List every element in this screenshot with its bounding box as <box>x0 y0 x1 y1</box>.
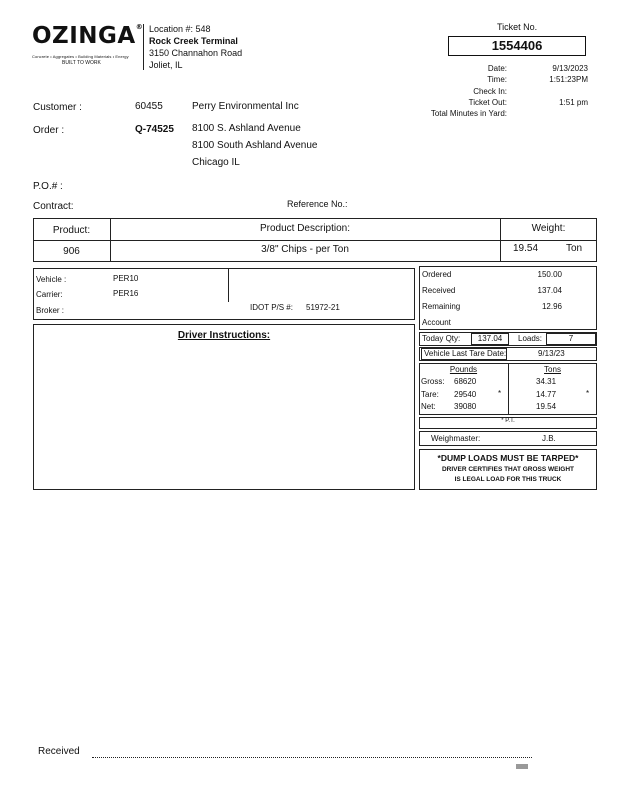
plant-address: 3150 Channahon Road <box>149 48 243 58</box>
time-value: 1:51:23PM <box>549 75 588 84</box>
ordered-value: 150.00 <box>537 270 562 279</box>
page-mark <box>516 764 528 769</box>
received-signature-line <box>92 757 532 758</box>
order-label: Order : <box>33 125 65 136</box>
ticketout-label: Ticket Out: <box>468 98 507 107</box>
carrier-label: Carrier: <box>36 290 63 299</box>
address-line-2: 8100 South Ashland Avenue <box>192 140 318 151</box>
gross-pounds: 68620 <box>454 377 477 386</box>
vehicle-value: PER10 <box>113 274 139 283</box>
col-description-header: Product Description: <box>259 223 351 234</box>
remaining-value: 12.96 <box>541 302 562 311</box>
weighmaster-label: Weighmaster: <box>431 434 481 443</box>
product-description: 3/8" Chips - per Ton <box>261 244 349 255</box>
loads-value: 7 <box>568 334 574 343</box>
location-number: Location #: 548 <box>149 24 211 34</box>
broker-label: Broker : <box>36 306 65 315</box>
contract-label: Contract: <box>33 201 74 212</box>
checkin-label: Check In: <box>473 87 507 96</box>
notice-line-3: IS LEGAL LOAD FOR THIS TRUCK <box>454 476 562 483</box>
product-unit: Ton <box>566 243 583 254</box>
received-value: 137.04 <box>537 286 562 295</box>
time-label: Time: <box>487 75 507 84</box>
received-signature-label: Received <box>38 746 80 757</box>
driver-instructions-box <box>33 324 415 490</box>
tons-header: Tons <box>544 365 561 374</box>
customer-label: Customer : <box>33 102 82 113</box>
reference-label: Reference No.: <box>287 199 348 209</box>
tare-tons: 14.77 <box>536 390 557 399</box>
idot-value: 51972-21 <box>306 303 340 312</box>
idot-label: IDOT P/S #: <box>250 303 293 312</box>
po-label: P.O.# : <box>33 181 63 192</box>
product-table-divider <box>33 240 597 241</box>
notice-line-1: *DUMP LOADS MUST BE TARPED* <box>437 453 579 463</box>
notice-line-2: DRIVER CERTIFIES THAT GROSS WEIGHT <box>441 466 575 473</box>
today-qty-label: Today Qty: <box>422 334 461 343</box>
tare-asterisk: * <box>498 389 502 398</box>
gross-tons: 34.31 <box>536 377 557 386</box>
company-logo: OZINGA® <box>32 23 144 49</box>
date-value: 9/13/2023 <box>552 64 588 73</box>
logo-motto: BUILT TO WORK <box>62 60 101 66</box>
address-city: Chicago IL <box>192 157 240 168</box>
customer-name: Perry Environmental Inc <box>192 101 299 112</box>
weighmaster-value: J.B. <box>542 434 556 443</box>
remaining-label: Remaining <box>422 302 461 311</box>
vehicle-box <box>33 268 415 320</box>
logo-tagline: Concrete • Aggregates • Building Materials • Energy <box>32 54 129 59</box>
pounds-header: Pounds <box>449 365 478 374</box>
ticketout-value: 1:51 pm <box>559 98 588 107</box>
today-qty-value: 137.04 <box>477 334 503 343</box>
date-label: Date: <box>487 64 507 73</box>
account-label: Account <box>422 318 451 327</box>
col-product-header: Product: <box>52 225 91 236</box>
vehicle-label: Vehicle : <box>36 275 67 284</box>
carrier-value: PER16 <box>113 289 139 298</box>
received-label: Received <box>422 286 456 295</box>
driver-instructions-title: Driver Instructions: <box>177 330 271 341</box>
tare-tons-asterisk: * <box>586 389 590 398</box>
tare-date-label: Vehicle Last Tare Date: <box>424 349 507 358</box>
gross-label: Gross: <box>421 377 445 386</box>
plant-city: Joliet, IL <box>149 60 183 70</box>
net-label: Net: <box>421 402 436 411</box>
product-weight: 19.54 <box>513 243 539 254</box>
tare-date-value: 9/13/23 <box>538 349 565 358</box>
net-pounds: 39080 <box>454 402 477 411</box>
col-weight-header: Weight: <box>531 223 566 234</box>
tare-label: Tare: <box>421 390 439 399</box>
loads-label: Loads: <box>518 334 543 343</box>
address-line-1: 8100 S. Ashland Avenue <box>192 123 301 134</box>
product-code: 906 <box>63 246 80 257</box>
pt-note: * P.T. <box>501 418 515 424</box>
ordered-label: Ordered <box>422 270 452 279</box>
ticket-label: Ticket No. <box>497 22 538 32</box>
net-tons: 19.54 <box>536 402 557 411</box>
minutes-label: Total Minutes in Yard: <box>430 109 507 118</box>
logo-divider <box>143 24 144 70</box>
ticket-number: 1554406 <box>448 36 586 56</box>
customer-id: 60455 <box>135 101 163 112</box>
order-id: Q-74525 <box>135 124 174 135</box>
tare-pounds: 29540 <box>454 390 477 399</box>
plant-name: Rock Creek Terminal <box>149 36 238 46</box>
